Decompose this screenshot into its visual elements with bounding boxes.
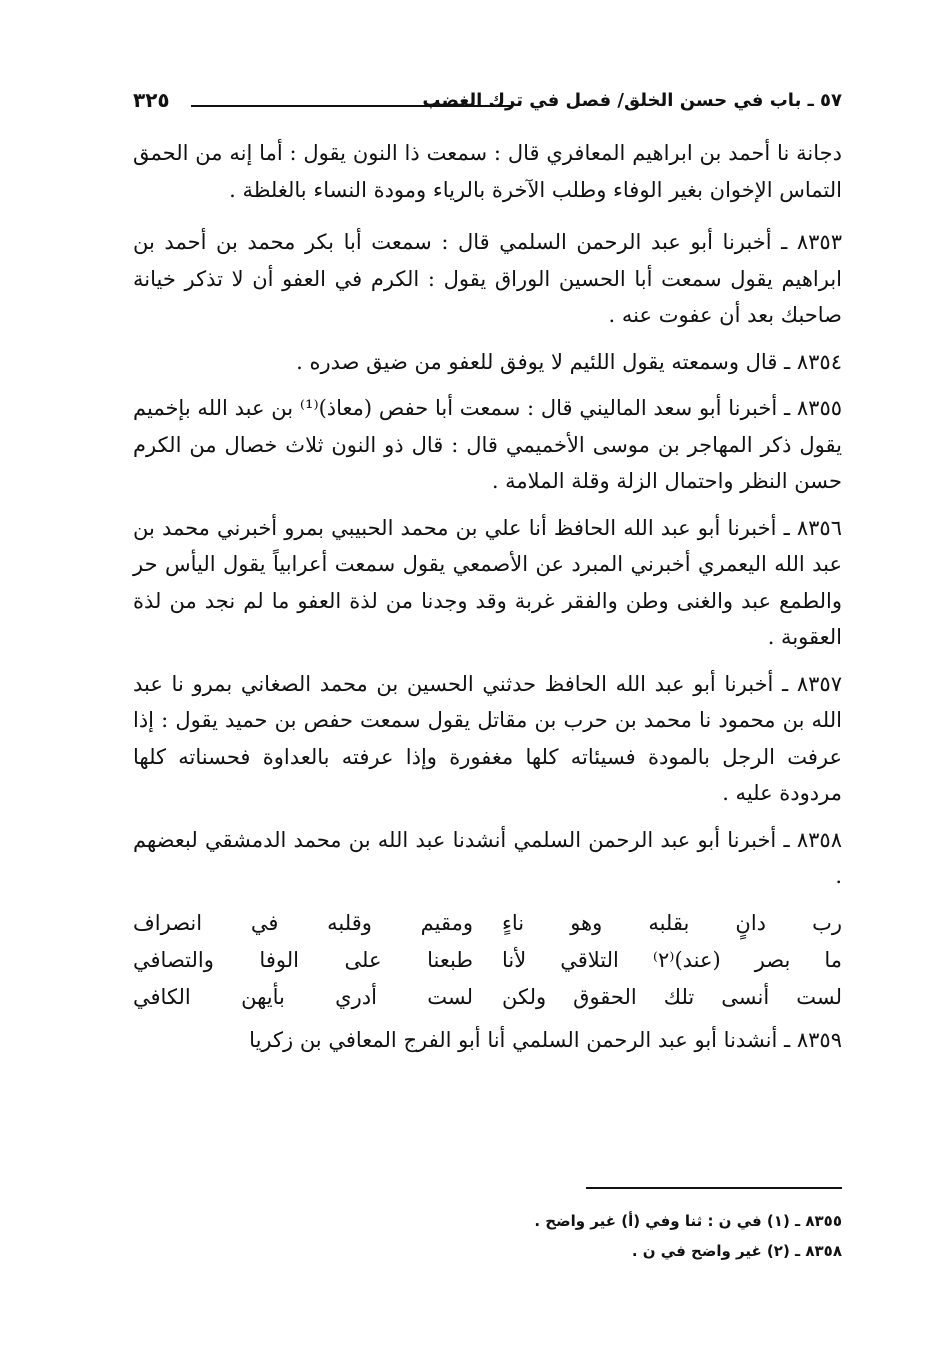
paragraph: ٨٣٥٦ ـ أخبرنا أبو عبد الله الحافظ أنا علي بن محمد الحبيبي بمرو أخبرني محمد بن عبد الله اليعمري أخبرني المبرد عن الأصمعي يقول سمعت أعرابياً يقول اليأس حر والطمع عبد والغنى وطن والفقر غربة وقد وجدنا من لذة العفو ما لم نجد من لذة العقوبة . <box>133 515 842 649</box>
paragraph: ٨٣٥٧ ـ أخبرنا أبو عبد الله الحافظ حدثني الحسين بن محمد الصغاني بمرو نا عبد الله بن محمود نا محمد بن حرب بن مقاتل يقول سمعت حفص بن حميد يقول : إذا عرفت الرجل بالمودة فسيئاته كلها مغفورة وإذا عرفته بالعداوة فحسناته كلها مردودة عليه . <box>133 671 842 805</box>
verse-first-hemistich: لست أنسى تلك الحقوق ولكن <box>502 984 842 1009</box>
verse-first-hemistich: رب دانٍ بقلبه وهو ناءٍ <box>502 910 842 935</box>
poem-verse <box>133 979 842 1016</box>
verse-second-hemistich: ومقيم وقلبه في انصراف <box>133 910 473 935</box>
footnotes <box>133 1206 842 1266</box>
verse-second-hemistich: طبعنا على الوفا والتصافي <box>133 947 473 972</box>
poem <box>133 905 842 1016</box>
footnote-rule <box>586 1187 842 1189</box>
chapter-title: ٥٧ ـ باب في حسن الخلق/ فصل في ترك الغضب <box>422 90 842 111</box>
poem-verse <box>133 942 842 979</box>
main-text <box>133 135 842 1068</box>
footnote: ٨٣٥٥ ـ (١) في ن : ثنا وفي (أ) غير واضح . <box>534 1212 842 1230</box>
paragraph: ٨٣٥٨ ـ أخبرنا أبو عبد الرحمن السلمي أنشدنا عبد الله بن محمد الدمشقي لبعضهم . <box>133 827 842 888</box>
verse-second-hemistich: لست أدري بأيهن الكافي <box>133 984 473 1009</box>
header-rule <box>191 105 512 107</box>
footnote: ٨٣٥٨ ـ (٢) غير واضح في ن . <box>631 1242 842 1260</box>
paragraph: ٨٣٥٤ ـ قال وسمعته يقول اللئيم لا يوفق للعفو من ضيق صدره . <box>296 349 842 374</box>
verse-first-hemistich: ما بصر (عند)⁽٢⁾ التلاقي لأنا <box>502 947 843 972</box>
paragraph: ٨٣٥٩ ـ أنشدنا أبو عبد الرحمن السلمي أنا أبو الفرج المعافي بن زكريا <box>249 1027 842 1052</box>
page-number: ٣٢٥ <box>133 88 170 112</box>
poem-verse <box>133 905 842 942</box>
running-header <box>133 84 842 124</box>
paragraph: دجانة نا أحمد بن ابراهيم المعافري قال : سمعت ذا النون يقول : أما إنه من الحمق التماس الإخوان بغير الوفاء وطلب الآخرة بالرياء ومودة النساء بالغلظة . <box>133 141 842 202</box>
paragraph: ٨٣٥٣ ـ أخبرنا أبو عبد الرحمن السلمي قال : سمعت أبا بكر محمد بن أحمد بن ابراهيم يقول سمعت أبا الحسين الوراق يقول : الكرم في العفو أن لا تذكر خيانة صاحبك بعد أن عفوت عنه . <box>133 230 842 327</box>
paragraph: ٨٣٥٥ ـ أخبرنا أبو سعد الماليني قال : سمعت أبا حفص (معاذ)⁽¹⁾ بن عبد الله بإخميم يقول ذكر المهاجر بن موسى الأخميمي قال : قال ذو النون ثلاث خصال من الكرم حسن النظر واحتمال الزلة وقلة الملامة . <box>133 396 843 493</box>
